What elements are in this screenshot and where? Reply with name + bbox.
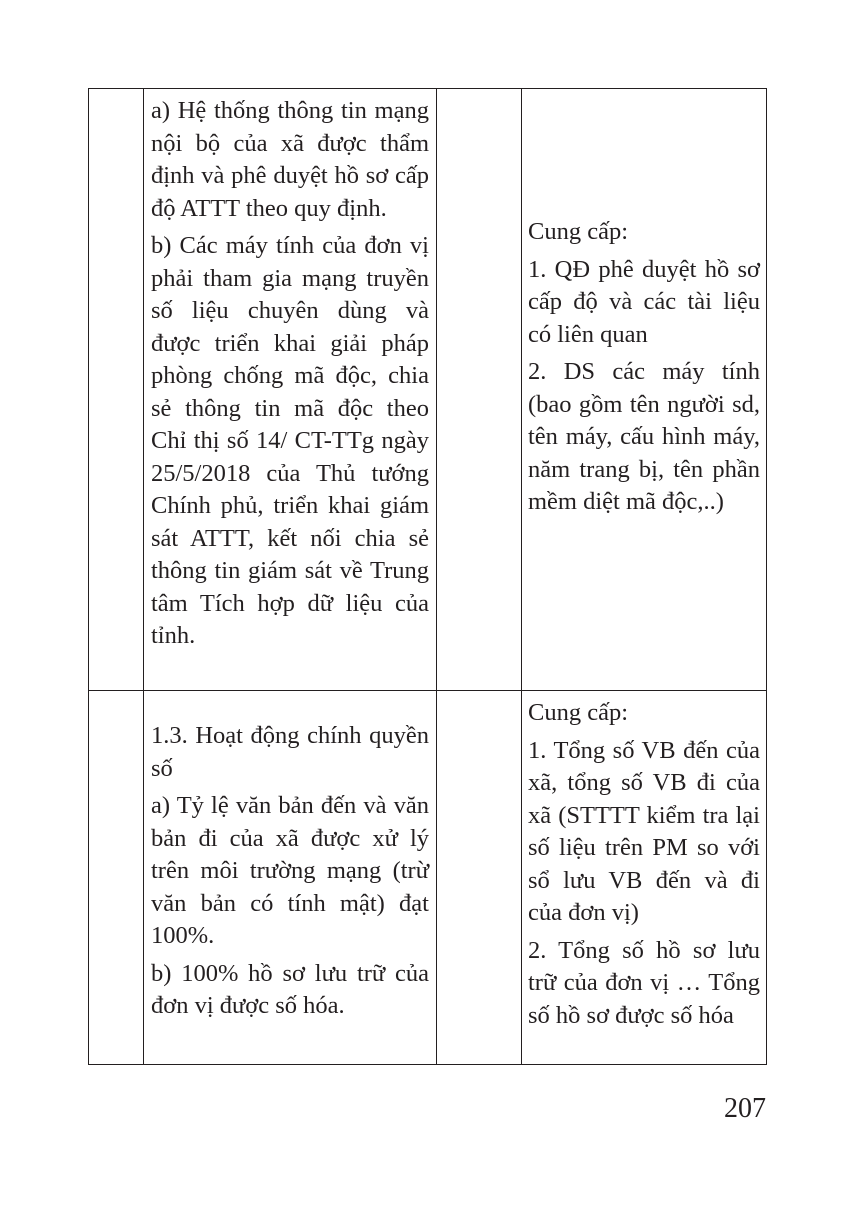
criteria-section-title: 1.3. Hoạt động chính quyền số — [151, 722, 429, 782]
criteria-item-b: b) 100% hồ sơ lưu trữ của đơn vị được số hóa. — [151, 959, 429, 1019]
evidence-heading: Cung cấp: — [528, 699, 629, 726]
table-row — [89, 691, 767, 1065]
evidence-item-2: 2. Tổng số hồ sơ lưu trữ của đơn vị … Tổng số hồ sơ được số hóa — [528, 936, 760, 1029]
evidence-item-2: 2. DS các máy tính (bao gồm tên người sd, tên máy, cấu hình máy, năm trang bị, tên phần mềm diệt mã độc,..) — [528, 358, 760, 515]
criteria-item-b: b) Các máy tính của đơn vị phải tham gia mạng truyền số liệu chuyên dùng và được triển khai giải pháp phòng chống mã độc, chia sẻ thông tin mã độc theo Chỉ thị số 14/ CT-TTg ngày 25/5/2018 của Thủ tướng Chính phủ, triển khai giám sát ATTT, kết nối chia sẻ thông tin giám sát về Trung tâm Tích hợp dữ liệu của tỉnh. — [151, 232, 429, 649]
score-cell — [437, 89, 522, 691]
table-row — [89, 89, 767, 691]
evidence-cell — [522, 691, 767, 1065]
index-cell — [89, 89, 144, 691]
criteria-table — [88, 88, 767, 1065]
page-number: 207 — [724, 1093, 766, 1124]
evidence-item-1: 1. Tổng số VB đến của xã, tổng số VB đi của xã (STTTT kiểm tra lại số liệu trên PM so với sổ lưu VB đến và đi của đơn vị) — [528, 736, 760, 926]
evidence-cell — [522, 89, 767, 691]
criteria-cell — [144, 89, 437, 691]
index-cell — [89, 691, 144, 1065]
criteria-item-a: a) Hệ thống thông tin mạng nội bộ của xã được thẩm định và phê duyệt hồ sơ cấp độ ATTT theo quy định. — [151, 97, 429, 222]
criteria-cell — [144, 691, 437, 1065]
criteria-item-a: a) Tỷ lệ văn bản đến và văn bản đi của xã được xử lý trên môi trường mạng (trừ văn bản có tính mật) đạt 100%. — [151, 792, 429, 949]
evidence-heading: Cung cấp: — [528, 218, 629, 245]
evidence-item-1: 1. QĐ phê duyệt hồ sơ cấp độ và các tài liệu có liên quan — [528, 255, 760, 348]
score-cell — [437, 691, 522, 1065]
